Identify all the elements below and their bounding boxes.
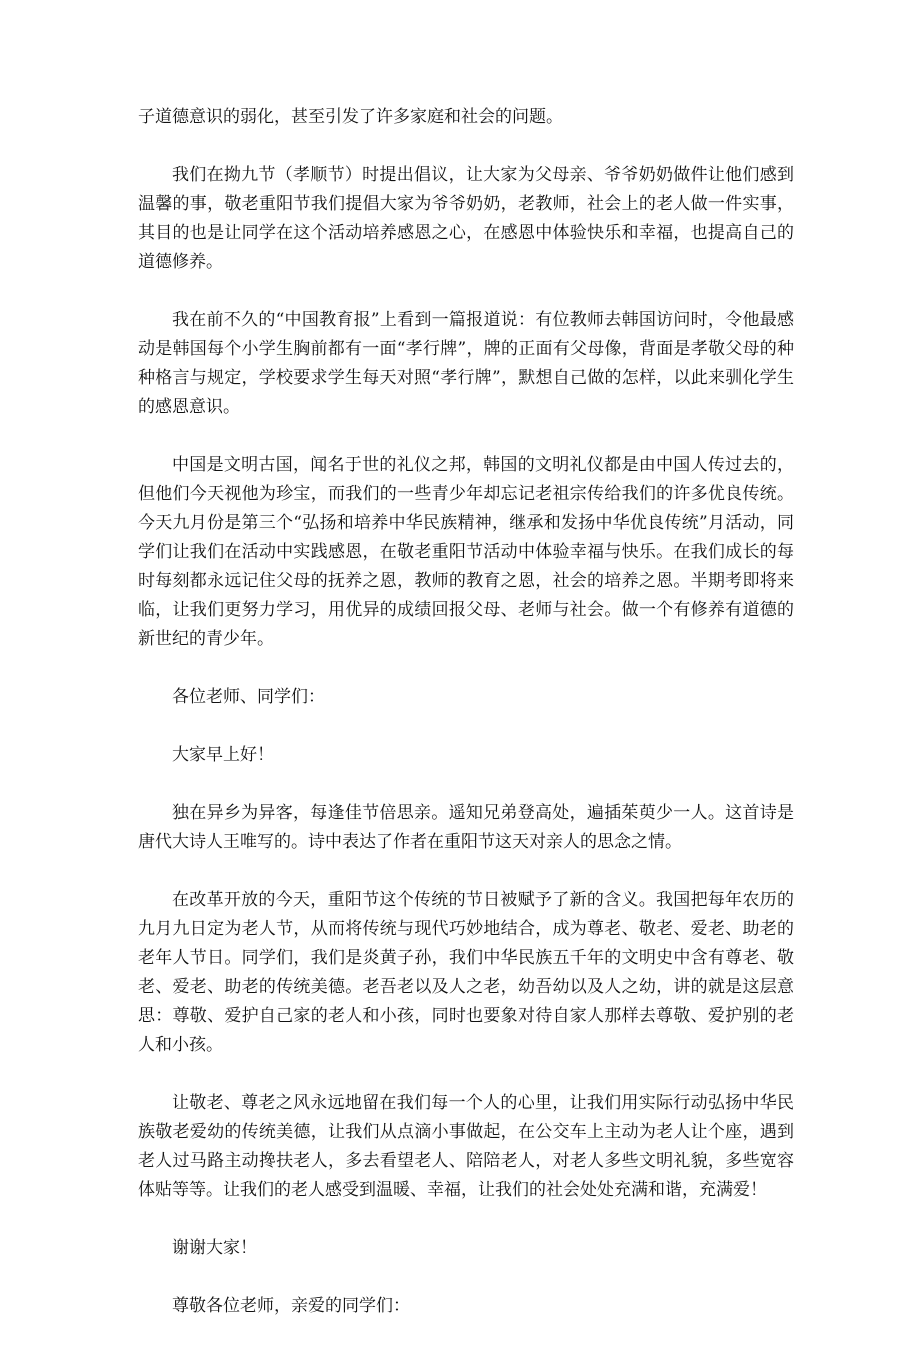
- paragraph-reform: 在改革开放的今天，重阳节这个传统的节日被赋予了新的含义。我国把每年农历的九月九日定为老人节，从而将传统与现代巧妙地结合，成为尊老、敬老、爱老、助老的老年人节日。同学们，我们是炎黄子孙，我们中华民族五千年的文明史中含有尊老、敬老、爱老、助老的传统美德。老吾老以及人之老，幼吾幼以及人之幼，讲的就是这层意思：尊敬、爱护自己家的老人和小孩，同时也要象对待自家人那样去尊敬、爱护别的老人和小孩。: [138, 890, 794, 1055]
- paragraph-thanks: 谢谢大家！: [172, 1238, 257, 1258]
- paragraph-good-morning: 大家早上好！: [172, 745, 274, 765]
- paragraph-poem: 独在异乡为异客，每逢佳节倍思亲。遥知兄弟登高处，遍插茱萸少一人。这首诗是唐代大诗人王唯写的。诗中表达了作者在重阳节这天对亲人的思念之情。: [138, 803, 794, 852]
- paragraph-greeting-2: 尊敬各位老师，亲爱的同学们：: [172, 1296, 410, 1316]
- paragraph-4: 中国是文明古国，闻名于世的礼仪之邦，韩国的文明礼仪都是由中国人传过去的，但他们今天视他为珍宝，而我们的一些青少年却忘记老祖宗传给我们的许多优良传统。今天九月份是第三个“弘扬和培养中华民族精神，继承和发扬中华优良传统”月活动，同学们让我们在活动中实践感恩，在敬老重阳节活动中体验幸福与快乐。在我们成长的每时每刻都永远记住父母的抚养之恩，教师的教育之恩，社会的培养之恩。半期考即将来临，让我们更努力学习，用优异的成绩回报父母、老师与社会。做一个有修养有道德的新世纪的青少年。: [138, 455, 794, 649]
- document-body: [138, 103, 794, 1350]
- paragraph-respect-elders: 让敬老、尊老之风永远地留在我们每一个人的心里，让我们用实际行动弘扬中华民族敬老爱幼的传统美德，让我们从点滴小事做起，在公交车上主动为老人让个座，遇到老人过马路主动搀扶老人，多去看望老人、陪陪老人，对老人多些文明礼貌，多些宽容体贴等等。让我们的老人感受到温暖、幸福，让我们的社会处处充满和谐，充满爱！: [138, 1093, 794, 1200]
- paragraph-2: 我们在拗九节（孝顺节）时提出倡议，让大家为父母亲、爷爷奶奶做件让他们感到温馨的事，敬老重阳节我们提倡大家为爷爷奶奶，老教师，社会上的老人做一件实事，其目的也是让同学在这个活动培养感恩之心，在感恩中体验快乐和幸福，也提高自己的道德修养。: [138, 165, 794, 272]
- paragraph-greeting-teachers: 各位老师、同学们：: [172, 687, 325, 707]
- paragraph-1: 子道德意识的弱化，甚至引发了许多家庭和社会的问题。: [138, 107, 563, 127]
- paragraph-3: 我在前不久的“中国教育报”上看到一篇报道说：有位教师去韩国访问时，令他最感动是韩国每个小学生胸前都有一面“孝行牌”，牌的正面有父母像，背面是孝敬父母的种种格言与规定，学校要求学生每天对照“孝行牌”，默想自己做的怎样，以此来驯化学生的感恩意识。: [138, 310, 794, 417]
